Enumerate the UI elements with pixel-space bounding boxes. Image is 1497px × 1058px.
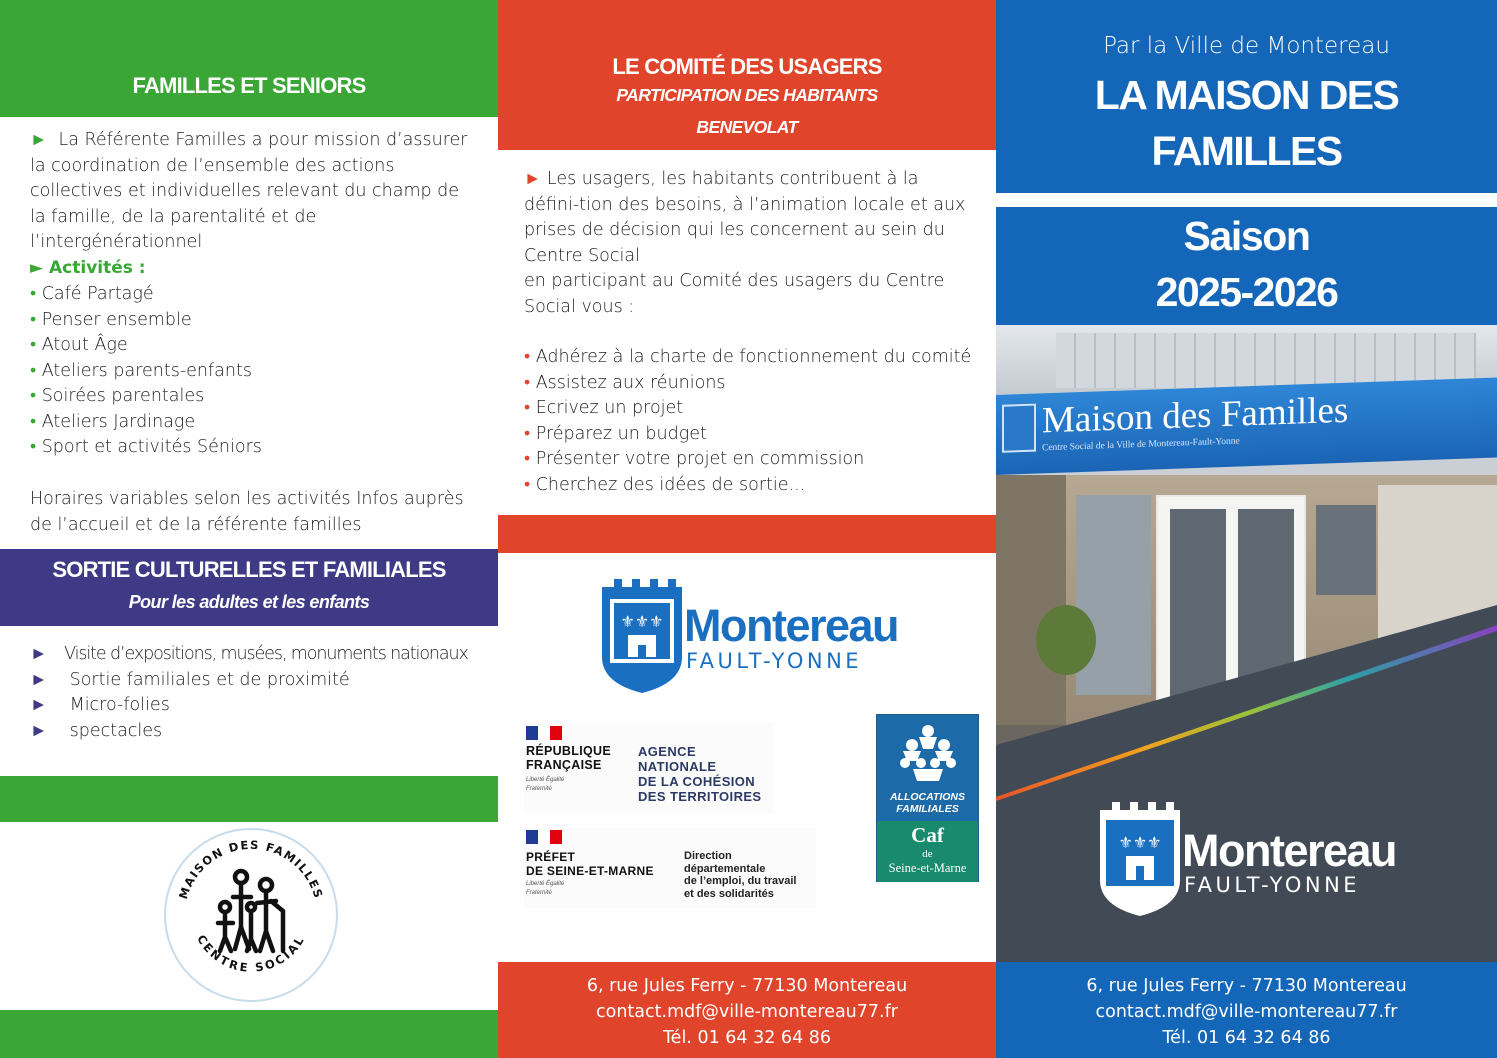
committee-participation: en participant au Comité des usagers du Centre Social vous : — [524, 271, 945, 317]
green-footer-band — [0, 1010, 498, 1058]
committee-subheading-2: BENEVOLAT — [696, 117, 798, 137]
svg-text:⚜⚜⚜: ⚜⚜⚜ — [620, 612, 664, 631]
arrow-icon: ► — [30, 258, 44, 278]
list-item: • Ecrivez un projet — [524, 396, 984, 422]
logo-top-text: MAISON DES FAMILLES — [176, 837, 326, 901]
rf-motto: Liberté Égalité Fraternité — [526, 777, 565, 792]
cover-title-line-2: FAMILLES — [1151, 128, 1342, 174]
arrow-icon: ► — [30, 669, 48, 690]
caf-name: Caf — [911, 823, 944, 847]
families-intro — [30, 128, 475, 256]
panel-cover — [996, 0, 1497, 1058]
caf-logo — [876, 714, 979, 882]
arrow-icon: ► — [30, 644, 47, 664]
list-item: • Soirées parentales — [30, 384, 475, 410]
svg-text:⚜⚜⚜: ⚜⚜⚜ — [1118, 833, 1162, 852]
caf-dept: Seine-et-Marne — [888, 861, 967, 875]
families-header-band — [0, 0, 498, 117]
list-item: ► Micro-folies — [30, 695, 170, 715]
footer-email[interactable]: contact.mdf@ville-montereau77.fr — [596, 1002, 898, 1022]
footer-address: 6, rue Jules Ferry - 77130 Montereau — [1086, 976, 1407, 996]
montereau-logo-text: Montereau — [1182, 825, 1397, 876]
montereau-logo-subtext: FAULT-YONNE — [1184, 873, 1361, 897]
list-item: • Cherchez des idées de sortie... — [524, 473, 984, 499]
arrow-icon: ► — [524, 169, 542, 189]
prefet-motto: Liberté Égalité Fraternité — [526, 881, 565, 896]
sign-text: Maison des Familles — [1042, 389, 1349, 442]
list-item: • Café Partagé — [30, 282, 475, 308]
sign-subtext: Centre Social de la Ville de Montereau-Fault-Yonne — [1042, 436, 1240, 454]
montereau-logo — [596, 575, 906, 695]
montereau-logo-white — [1094, 798, 1414, 918]
logo-bottom-text: CENTRE SOCIAL — [194, 932, 308, 975]
committee-subheading-1: PARTICIPATION DES HABITANTS — [616, 85, 878, 105]
maison-des-familles-logo — [163, 827, 339, 1003]
arrow-icon: ► — [30, 130, 48, 150]
committee-header-band — [498, 0, 996, 150]
outings-heading: SORTIE CULTURELLES ET FAMILIALES — [52, 557, 446, 582]
list-item: • Adhérez à la charte de fonctionnement du comité — [524, 345, 984, 371]
rf-text: RÉPUBLIQUE FRANÇAISE — [526, 744, 611, 772]
montereau-logo-subtext: FAULT-YONNE — [686, 649, 863, 673]
list-item: • Assistez aux réunions — [524, 371, 984, 397]
footer-address: 6, rue Jules Ferry - 77130 Montereau — [586, 976, 908, 996]
anct-logo — [524, 722, 774, 814]
activities-label: ► Activités : — [30, 258, 146, 278]
season-label: Saison — [1183, 213, 1310, 259]
panel-families — [0, 0, 498, 1058]
committee-footer — [498, 962, 996, 1058]
caf-figures-icon — [897, 723, 959, 783]
list-item: • Penser ensemble — [30, 308, 475, 334]
families-intro-text: La Référente Familles a pour mission d’assurer la coordination de l’ensemble des actions collectives et individuelles relevant du champ de la famille, de la parentalité et de l’intergénérationnel — [30, 130, 468, 252]
red-divider — [498, 515, 996, 553]
montereau-logo-text: Montereau — [684, 600, 899, 651]
marianne-flag-icon — [526, 726, 562, 740]
activities-list — [30, 282, 475, 461]
caf-de: de — [922, 848, 933, 860]
footer-email[interactable]: contact.mdf@ville-montereau77.fr — [1095, 1002, 1398, 1022]
season-years: 2025-2026 — [1155, 269, 1338, 315]
cover-footer — [996, 962, 1497, 1058]
arrow-icon: ► — [30, 695, 48, 715]
outings-subheading: Pour les adultes et les enfants — [128, 592, 370, 612]
list-item: • Sport et activités Séniors — [30, 435, 475, 461]
list-item: • Atout Âge — [30, 333, 475, 359]
sign-crest-icon — [1002, 404, 1036, 453]
panel-committee — [498, 0, 996, 1058]
ddets-text: Direction départementale de l’emploi, du travail et des solidarités — [684, 850, 797, 900]
list-item: • Ateliers parents-enfants — [30, 359, 475, 385]
list-item: • Présenter votre projet en commission — [524, 447, 984, 473]
list-item: ► Visite d’expositions, musées, monuments nationaux — [30, 644, 468, 664]
cover-title-line-1: LA MAISON DES — [1094, 72, 1399, 118]
outings-header-band — [0, 549, 498, 626]
list-item: • Ateliers Jardinage — [30, 410, 475, 436]
list-item: ► Sortie familiales et de proximité — [30, 669, 350, 690]
prefet-logo — [524, 828, 816, 908]
cover-kicker: Par la Ville de Montereau — [1103, 33, 1390, 59]
list-item: • Préparez un budget — [524, 422, 984, 448]
season-band — [996, 207, 1497, 325]
montereau-crest-icon — [596, 575, 688, 695]
footer-phone[interactable]: Tél. 01 64 32 64 86 — [1162, 1028, 1331, 1048]
anct-text: AGENCE NATIONALE DE LA COHÉSION DES TERRITOIRES — [638, 744, 762, 804]
building-sign — [996, 378, 1497, 475]
cover-title-band — [996, 0, 1497, 193]
footer-phone[interactable]: Tél. 01 64 32 64 86 — [662, 1028, 832, 1048]
committee-intro: ► Les usagers, les habitants contribuent à la défini-tion des besoins, à l’animation locale et aux prises de décision qui les concernent au sein du Centre Social — [524, 169, 966, 266]
outings-list — [30, 642, 490, 744]
marianne-flag-icon — [526, 830, 562, 844]
green-divider — [0, 776, 498, 822]
montereau-crest-icon — [1094, 798, 1186, 918]
list-item: ► spectacles — [30, 720, 163, 741]
families-heading: FAMILLES ET SENIORS — [132, 73, 366, 98]
arrow-icon: ► — [30, 720, 48, 741]
committee-list — [524, 345, 984, 498]
caf-line-1: ALLOCATIONS — [889, 791, 966, 803]
caf-line-2: FAMILIALES — [896, 803, 959, 815]
prefet-text: PRÉFET DE SEINE-ET-MARNE — [526, 850, 654, 878]
committee-heading: LE COMITÉ DES USAGERS — [612, 54, 882, 79]
hours-text: Horaires variables selon les activités Infos auprès de l’accueil et de la référente familles — [30, 489, 464, 535]
